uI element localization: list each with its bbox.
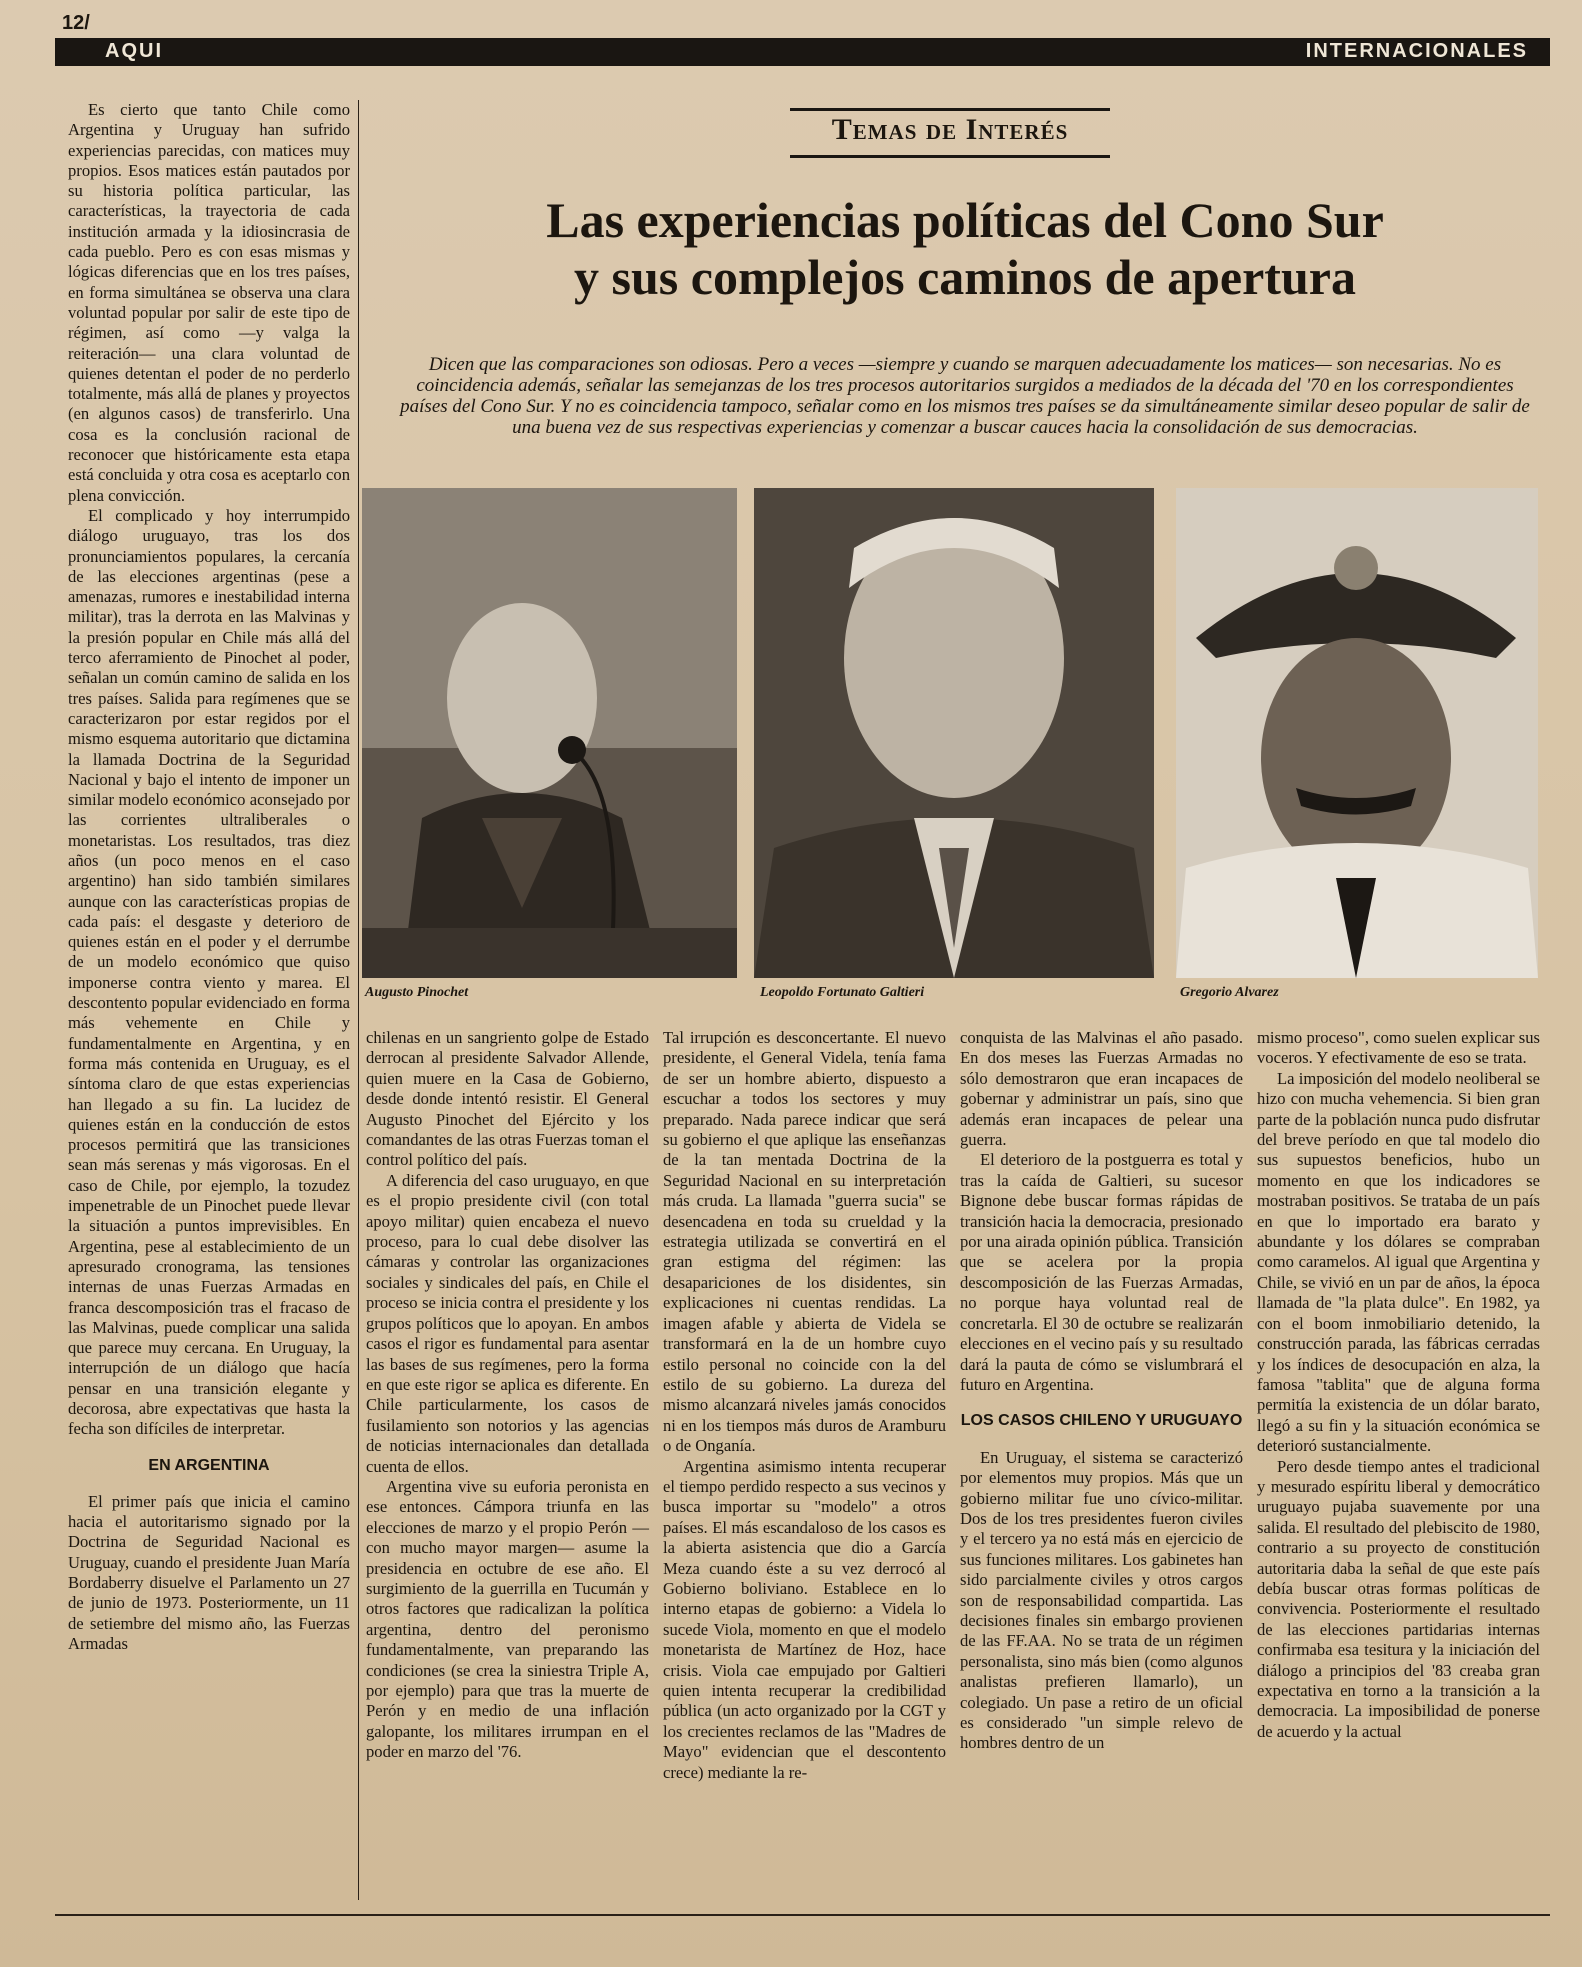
caption-galtieri: Leopoldo Fortunato Galtieri: [760, 985, 925, 1000]
col1-paragraph-2: A diferencia del caso uruguayo, en que es el propio presidente civil (con total apoyo militar) quien encabeza el nuevo proceso, para lo cual debe disolver las cámaras y controlar las organizaciones sociales y sindicales del país, en Chile el proceso se inicia contra el presidente y los grupos políticos que lo apoyan. En ambos casos el rigor es fundamental para asentar las bases de sus regímenes, pero la forma en que este rigor se aplica es diferente. En Chile particularmente, los casos de fusilamiento son notorios y las agencias de noticias internacionales dan detallada cuenta de ellos.: [366, 1170, 649, 1476]
col1-paragraph-3: Argentina vive su euforia peronista en ese entonces. Cámpora triunfa en las elecciones de marzo y el propio Perón —con mucho mayor margen— asume la presidencia en octubre de ese año. El surgimiento de la guerrilla en Tucumán y otros factores que radicalizan la política argentina, dentro del peronismo fundamentalmente, van preparando las condiciones (se crea la siniestra Triple A, por ejemplo) para que tras la muerte de Perón y en medio de una inflación galopante, los militares irrumpan en el poder en marzo del '76.: [366, 1476, 649, 1762]
section-name: INTERNACIONALES: [1305, 40, 1528, 62]
portrait-image: [1176, 488, 1538, 978]
headline-line-1: Las experiencias políticas del Cono Sur: [546, 192, 1384, 248]
column-3: [960, 1028, 1243, 1908]
left-column: [68, 100, 350, 1900]
photo-galtieri: [754, 488, 1154, 978]
portrait-image: [362, 488, 737, 978]
col1-paragraph-1: chilenas en un sangriento golpe de Estado derrocan al presidente Salvador Allende, quien muere en la Casa de Gobierno, desde donde intentó resistir. El General Augusto Pinochet del Ejército y los comandantes de las otras Fuerzas toman el control político del país.: [366, 1028, 649, 1170]
column-1: [366, 1028, 649, 1908]
col2-paragraph-1: Tal irrupción es desconcertante. El nuevo presidente, el General Videla, tenía fama de ser un hombre abierto, dispuesto a escuchar a todos los sectores y muy preparado. Nada parece indicar que será su gobierno el que aplique las enseñanzas de la tan mentada Doctrina de la Seguridad Nacional en su interpretación más cruda. La llamada "guerra sucia" se desencadena en toda su crueldad y la estrategia utilizada se convertirá en el gran estigma del régimen: las desapariciones de los disidentes, sin explicaciones ni cuentas rendidas. La imagen afable y abierta de Videla se transformará en la de un hombre cuyo estilo personal no coincide con la del estilo de su gobierno. La dureza del mismo alcanzará niveles jamás conocidos ni en los tiempos más duros de Aramburu o de Onganía.: [663, 1028, 946, 1456]
deck-intro: Dicen que las comparaciones son odiosas. Pero a veces —siempre y cuando se marquen adecuadamente los matices— son necesarias. No es coincidencia además, señalar las semejanzas de los tres procesos autoritarios surgidos a mediados de la década del '70 en los correspondientes países del Cono Sur. Y no es coincidencia tampoco, señalar como en los mismos tres países se da simultáneamente similar deseo popular de salir de una buena vez de sus respectivas experiencias y comenzar a buscar cauces hacia la consolidación de sus democracias.: [400, 354, 1530, 438]
headline: [380, 192, 1550, 306]
subhead-chile-uruguay: LOS CASOS CHILENO Y URUGUAYO: [960, 1412, 1243, 1430]
publication-name: AQUI: [105, 40, 163, 62]
section-tag: Temas de Interés: [790, 108, 1110, 158]
caption-pinochet: Augusto Pinochet: [365, 985, 469, 1000]
bottom-rule: [55, 1914, 1550, 1916]
col2-paragraph-2: Argentina asimismo intenta recuperar el tiempo perdido respecto a sus vecinos y busca importar su "modelo" a otros países. El más escandaloso de los casos es la abierta asistencia que dio a García Meza cuando éste a su vez derrocó al Gobierno boliviano. Establece en lo interno etapas de gobierno: a Videla lo sucede Viola, momento en que el modelo monetarista de Martínez de Hoz, hace crisis. Viola cae empujado por Galtieri quien intenta recuperar la credibilidad pública (un acto organizado por la CGT y los crecientes reclamos de las "Madres de Mayo" evidencian que el descontento crece) mediante la re-: [663, 1456, 946, 1782]
subhead-argentina: EN ARGENTINA: [148, 1456, 270, 1474]
col4-paragraph-3: Pero desde tiempo antes el tradicional y mesurado espíritu liberal y democrático uruguayo pujaba suavemente por una salida. El resultado del plebiscito de 1980, contrario a su proyecto de constitución autoritaria daba la señal de que este país debía buscar otras formas políticas de convivencia. Posteriormente el resultado de las elecciones partidarias internas confirmaba esa tesitura y la iniciación del diálogo a principios del '83 creaba gran expectativa en torno a la transición a la democracia. La imposibilidad de ponerse de acuerdo y la actual: [1257, 1456, 1540, 1741]
col3-paragraph-1: conquista de las Malvinas el año pasado. En dos meses las Fuerzas Armadas no sólo demostraron que eran incapaces de gobernar y administrar un país, sino que además eran incapaces de pelear una guerra.: [960, 1028, 1243, 1150]
left-paragraph-3: El primer país que inicia el camino hacia el autoritarismo signado por la Doctrina de Seguridad Nacional es Uruguay, cuando el presidente Juan María Bordaberry disuelve el Parlamento un 27 de junio de 1973. Posteriormente, un 11 de setiembre del mismo año, las Fuerzas Armadas: [68, 1491, 350, 1653]
header-bar: [55, 38, 1550, 66]
col3-paragraph-3: En Uruguay, el sistema se caracterizó por elementos muy propios. Más que un gobierno militar fue uno cívico-militar. Dos de los tres presidentes fueron civiles y el tercero ya no está más en ejercicio de sus funciones militares. Los gabinetes han sido parcialmente civiles y otros cargos son de responsabilidad compartida. Las decisiones finales sin embargo provienen de las FF.AA. No se trata de un régimen personalista, sino más bien (como algunos analistas prefieren llamarlo), un colegiado. Un pase a retiro de un oficial es considerado "un simple relevo de hombres dentro de un: [960, 1447, 1243, 1753]
caption-alvarez: Gregorio Alvarez: [1180, 985, 1279, 1000]
col4-paragraph-2: La imposición del modelo neoliberal se hizo con mucha vehemencia. Si bien gran parte de la población nunca pudo disfrutar del breve período en que tal modelo dio sus supuestos beneficios, hubo un momento en que los indicadores se mostraban positivos. Se trataba de un país en que lo importado era barato y abundante y los dólares se compraban como caramelos. Al igual que Argentina y Chile, se vivió en un par de años, la época llamada de "la plata dulce". En 1982, ya con el boom inmobiliario detenido, la construcción parada, las fábricas cerradas y los índices de desocupación en alza, la famosa "tablita" que de alguna forma permitía la existencia de un dólar barato, llegó a su fin y la situación económica se deterioró sustancialmente.: [1257, 1068, 1540, 1456]
left-paragraph-2: El complicado y hoy interrumpido diálogo uruguayo, tras los dos pronunciamientos populares, la cercanía de las elecciones argentinas (pese a amenazas, rumores e inestabilidad interna militar), tras la derrota en las Malvinas y la presión popular en Chile más allá del terco aferramiento de Pinochet al poder, señalan un común camino de salida en los tres países. Salida para regímenes que se caracterizaron por estar regidos por el mismo esquema autoritario que dictamina la llamada Doctrina de la Seguridad Nacional y bajo el intento de imponer un similar modelo económico aconsejado por las corrientes ultraliberales o monetaristas. Los resultados, tras diez años (un poco menos en el caso argentino) han sido también similares aunque con las características propias de cada país: el desgaste y deterioro de quienes están en el poder y el derrumbe de un modelo económico que quiso imponerse contra viento y marea. El descontento popular evidenciado en forma más vehemente en Chile y fundamentalmente en Argentina, y en forma más contenida en Uruguay, es el síntoma claro de que estas experiencias han llegado a su fin. La lucidez de quienes están en la conducción de estos procesos permitirá que las transiciones sean más serenas y más vigorosas. En el caso de Chile, por ejemplo, la tozudez impenetrable de un Pinochet puede llevar la situación a puntos imprevisibles. En Argentina, pese al establecimiento de un apresurado cronograma, las tensiones internas de unas Fuerzas Armadas en franca descomposición tras el fracaso de las Malvinas, puede complicar una salida que parece muy cercana. En Uruguay, la interrupción de un diálogo que hacía pensar en una transición elegante y decorosa, abre expectativas que hasta la fecha son difíciles de interpretar.: [68, 505, 350, 1439]
col4-paragraph-1: mismo proceso", como suelen explicar sus voceros. Y efectivamente de eso se trata.: [1257, 1028, 1540, 1068]
page-number: 12/: [62, 12, 90, 34]
col3-paragraph-2: El deterioro de la postguerra es total y tras la caída de Galtieri, su sucesor Bignone debe buscar formas rápidas de transición hacia la democracia, presionado por una airada opinión pública. Transición que se acelera por la propia descomposición de las Fuerzas Armadas, no porque haya voluntad real de concretarla. El 30 de octubre se realizarán elecciones en el vecino país y su resultado dará la pauta de cómo se vislumbrará el futuro en Argentina.: [960, 1150, 1243, 1394]
headline-line-2: y sus complejos caminos de apertura: [574, 249, 1356, 305]
portrait-image: [754, 488, 1154, 978]
photo-pinochet: [362, 488, 737, 978]
column-4: [1257, 1028, 1540, 1908]
column-divider: [358, 100, 359, 1900]
photo-alvarez: [1176, 488, 1538, 978]
left-paragraph-1: Es cierto que tanto Chile como Argentina y Uruguay han sufrido experiencias parecidas, con matices muy propios. Esos matices están pautados por su historia política particular, las características, la trayectoria de cada institución armada y la idiosincrasia de cada pueblo. Pero es con esas mismas y lógicas diferencias que en los tres países, en forma simultánea se observa una clara voluntad popular por salir de este tipo de régimen, así como —y valga la reiteración— una clara voluntad de quienes detentan el poder de no perderlo totalmente, más allá de planes y proyectos (en algunos casos) de transferirlo. Una cosa es la conclusión racional de reconocer que históricamente esta etapa está concluida y otra cosa es aceptarlo con plena convicción.: [68, 100, 350, 505]
column-2: [663, 1028, 946, 1908]
